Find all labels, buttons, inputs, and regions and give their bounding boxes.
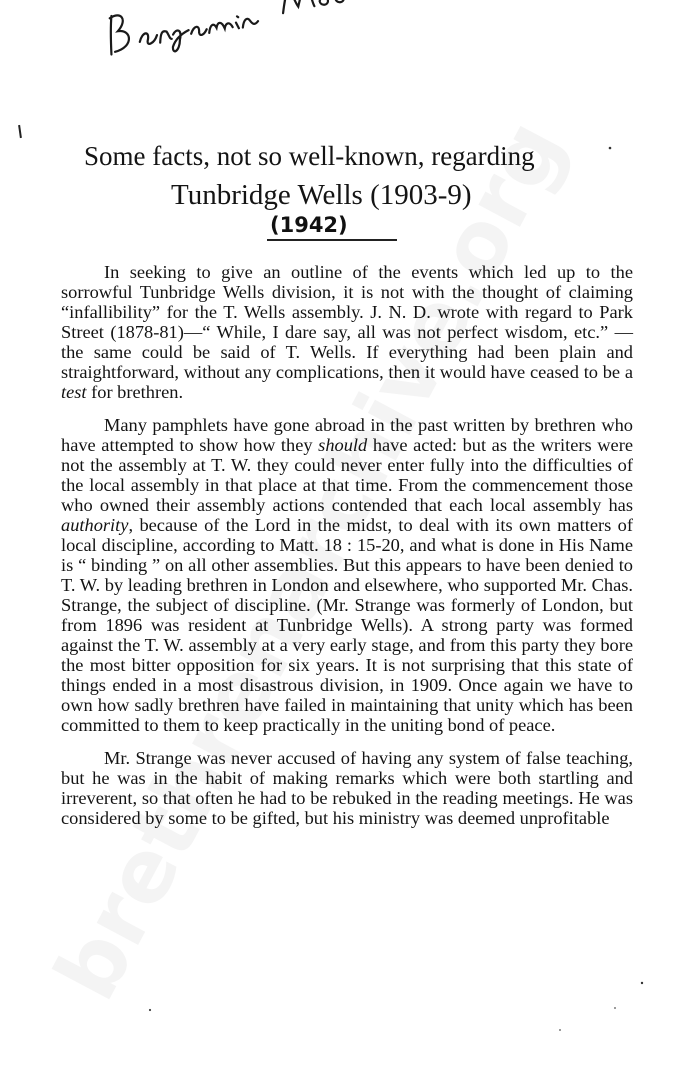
paragraph-1-text-a: In seeking to give an outline of the events which led up to the sorrowful Tunbridge Wells division, it is not with the thought of claiming “infallibility” for the T. Wells assembly. J. N. D. wrote with regard to Park Street (1878-81)—“ While, I dare say, all was not perfect wisdom, etc.” —the same could be said of T. Wells. If everything had been plain and straightforward, without any complications, then it would have ceased to be a [61, 262, 633, 382]
paragraph-2-text-a: Many pamphlets have gone abroad in the past written by brethren who have attempted to show how they [61, 415, 633, 455]
title-year-handwritten: (1942) [270, 213, 348, 237]
paragraph-2-text-b: have acted: but as the writers were not the assembly at T. W. they could never enter fully into the difficulties of the local assembly in that place at that time. From the commencement those who owned their assembly actions contended that each local assembly has [61, 435, 633, 515]
paragraph-1-text-b: for brethren. [86, 382, 184, 402]
paragraph-2-emphasis-authority: authority [61, 515, 129, 535]
signature-image [98, 0, 423, 67]
body-text [61, 262, 633, 828]
paragraph-2-text-c: , because of the Lord in the midst, to deal with its own matters of local discipline, according to Matt. 18 : 15-20, and what is done in His Name is “ binding ” on all other assemblies. But this appears to have been denied to T. W. by leading brethren in London and elsewhere, who supported Mr. Chas. Strange, the subject of discipline. (Mr. Strange was formerly of London, but from 1896 was resident at Tunbridge Wells). A strong party was formed against the T. W. assembly at a very early stage, and from this party they bore the most bitter opposition for six years. It is not surprising that this state of things ended in a most disastrous division, in 1909. Once again we have to own how sadly brethren have failed in maintaining that unity which has been committed to them to keep practically in the uniting bond of peace. [61, 515, 633, 735]
paragraph-2-emphasis-should: should [318, 435, 368, 455]
title-line-2: Tunbridge Wells (1903-9) [171, 179, 472, 211]
margin-mark [18, 125, 22, 138]
title-line-1: Some facts, not so well-known, regarding [84, 141, 535, 171]
handwritten-signature [98, 0, 425, 76]
paragraph-2 [61, 415, 633, 735]
paragraph-1-emphasis: test [61, 382, 87, 402]
paragraph-1 [61, 262, 633, 402]
paragraph-3-text: Mr. Strange was never accused of having any system of false teaching, but he was in the habit of making remarks which were both startling and irreverent, so that often he had to be rebuked in the reading meetings. He was considered by some to be gifted, but his ministry was deemed unprofitable [61, 748, 633, 828]
title-underline [267, 239, 397, 241]
paragraph-3 [61, 748, 633, 828]
